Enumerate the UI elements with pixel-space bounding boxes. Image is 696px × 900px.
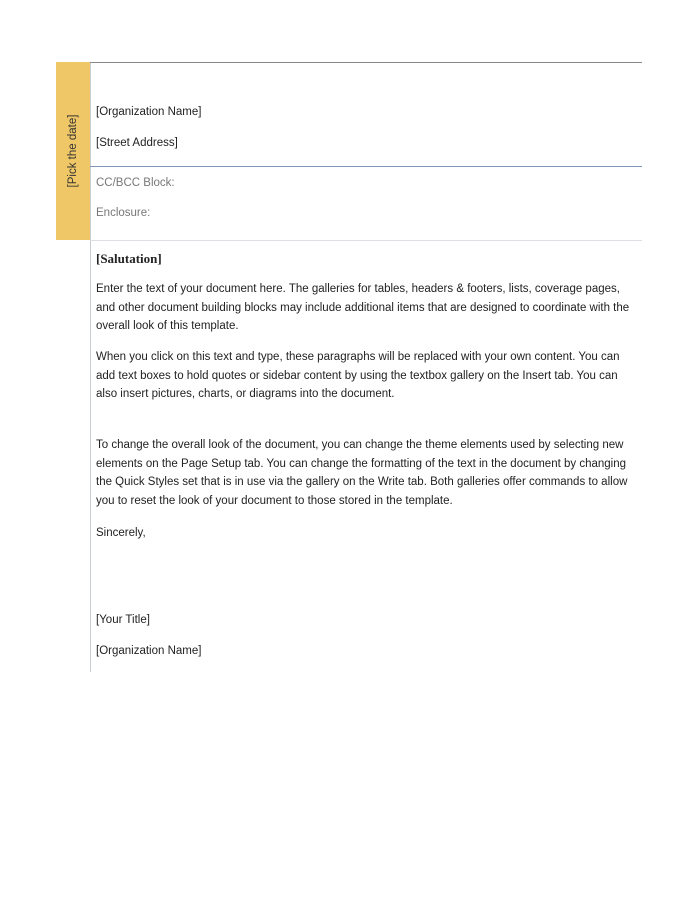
enclosure[interactable]: Enclosure: [96, 207, 151, 219]
date-placeholder[interactable]: [Pick the date] [67, 114, 79, 188]
header-divider [90, 166, 642, 167]
body-divider [90, 240, 642, 241]
top-divider [90, 62, 642, 63]
closing[interactable]: Sincerely, [96, 527, 146, 539]
your-title[interactable]: [Your Title] [96, 614, 150, 626]
street-address[interactable]: [Street Address] [96, 137, 178, 149]
paragraph-2[interactable]: When you click on this text and type, these paragraphs will be replaced with your own content. You can add text boxes to hold quotes or sidebar content by using the textbox gallery on the Insert tab. You can also insert pictures, charts, or diagrams into the document. [96, 351, 620, 400]
paragraph-3[interactable]: To change the overall look of the document, you can change the theme elements used by selecting new elements on the Page Setup tab. You can change the formatting of the text in the document by changing the Quick Styles set that is in use via the gallery on the Write tab. Both galleries offer commands to allow you to reset the look of your document to those stored in the template. [96, 439, 628, 507]
margin-rule [90, 62, 91, 672]
organization-name[interactable]: [Organization Name] [96, 106, 202, 118]
signature-organization[interactable]: [Organization Name] [96, 645, 202, 657]
paragraph-1[interactable]: Enter the text of your document here. The galleries for tables, headers & footers, lists, coverage pages, and other document building blocks may include additional items that are designed to coordinate with the overall look of this template. [96, 283, 630, 332]
salutation[interactable]: [Salutation] [96, 251, 162, 266]
cc-bcc-block[interactable]: CC/BCC Block: [96, 177, 175, 189]
